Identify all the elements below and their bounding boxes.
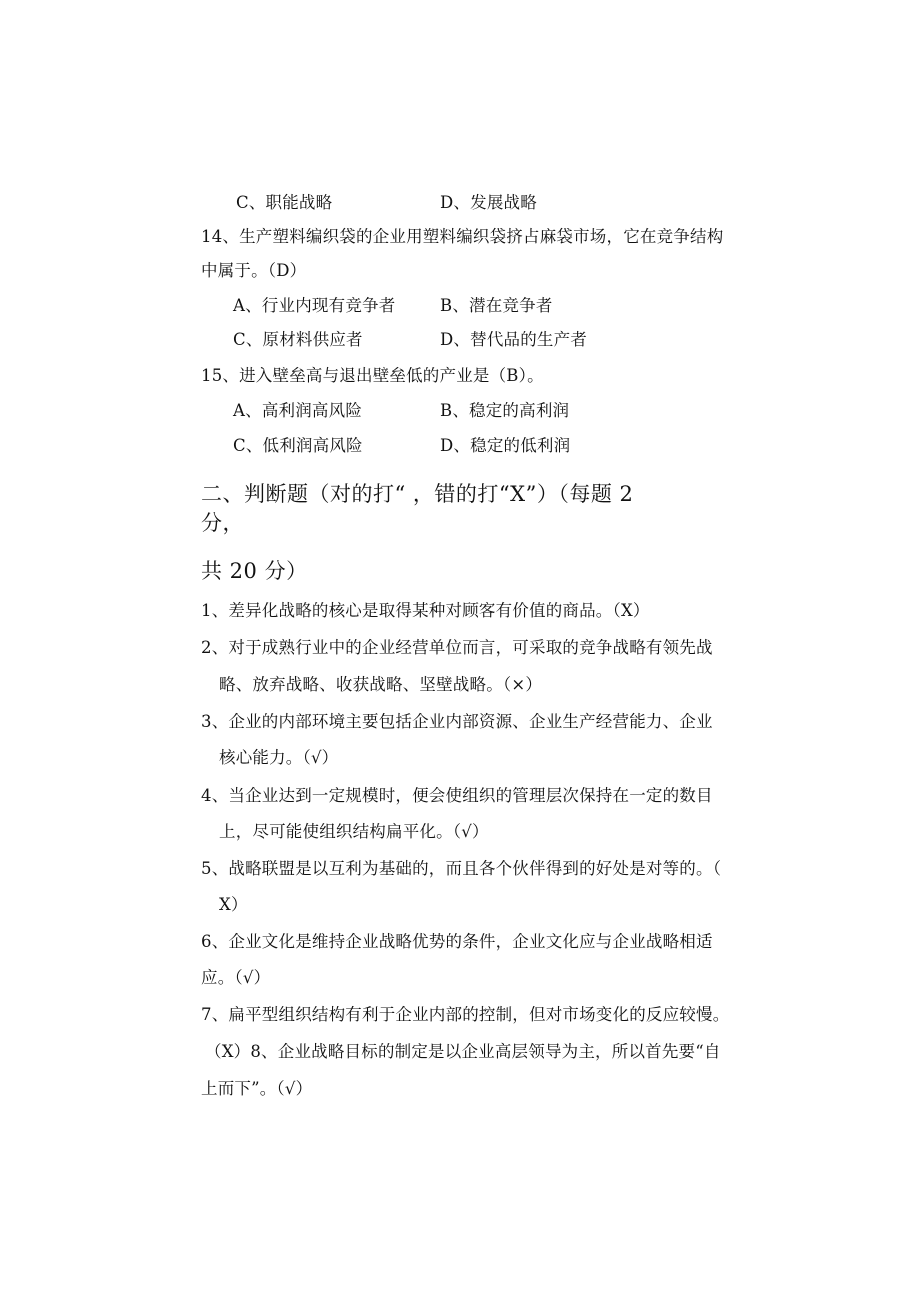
q14-stem-line1: 14、生产塑料编织袋的企业用塑料编织袋挤占麻袋市场，它在竞争结构 bbox=[201, 227, 724, 246]
q15-option-b: B、稳定的高利润 bbox=[440, 401, 570, 420]
judgment-5-line1: 5、战略联盟是以互利为基础的，而且各个伙伴得到的好处是对等的。（ bbox=[201, 859, 722, 878]
judgment-7-line2: （X）8、企业战略目标的制定是以企业高层领导为主，所以首先要“自 bbox=[205, 1042, 721, 1061]
judgment-3-line2: 核心能力。（√） bbox=[219, 748, 339, 767]
q13-option-c: C、职能战略 bbox=[236, 193, 333, 212]
section2-title-line2: 分， bbox=[201, 511, 244, 535]
judgment-6-line1: 6、企业文化是维持企业战略优势的条件，企业文化应与企业战略相适 bbox=[201, 932, 713, 951]
judgment-1-line1: 1、差异化战略的核心是取得某种对顾客有价值的商品。（X） bbox=[201, 601, 650, 620]
section2-title-line3: 共 20 分） bbox=[201, 559, 308, 583]
q15-option-c: C、低利润高风险 bbox=[233, 436, 363, 455]
judgment-7-line1: 7、扁平型组织结构有利于企业内部的控制，但对市场变化的反应较慢。 bbox=[201, 1005, 730, 1024]
section2-title-line1: 二、判断题（对的打“ ，错的打“X”）（每题 2 bbox=[201, 482, 634, 506]
judgment-2-line2: 略、放弃战略、收获战略、坚壁战略。（×） bbox=[219, 675, 543, 694]
judgment-5-line2: X） bbox=[219, 895, 248, 914]
q15-stem: 15、进入壁垒高与退出壁垒低的产业是（B）。 bbox=[201, 366, 544, 385]
q14-option-a: A、行业内现有竞争者 bbox=[233, 296, 396, 315]
judgment-4-line2: 上，尽可能使组织结构扁平化。（√） bbox=[219, 822, 489, 841]
q14-option-b: B、潜在竞争者 bbox=[440, 296, 553, 315]
judgment-6-line2: 应。（√） bbox=[201, 968, 271, 987]
q13-option-d: D、发展战略 bbox=[440, 193, 537, 212]
judgment-3-line1: 3、企业的内部环境主要包括企业内部资源、企业生产经营能力、企业 bbox=[201, 712, 713, 731]
q14-stem-line2: 中属于。（D） bbox=[201, 261, 307, 280]
judgment-4-line1: 4、当企业达到一定规模时，便会使组织的管理层次保持在一定的数目 bbox=[201, 786, 713, 805]
q14-option-d: D、替代品的生产者 bbox=[440, 330, 588, 349]
q15-option-a: A、高利润高风险 bbox=[233, 401, 363, 420]
q14-option-c: C、原材料供应者 bbox=[233, 330, 363, 349]
judgment-8-line3: 上而下”。（√） bbox=[201, 1079, 313, 1098]
q15-option-d: D、稳定的低利润 bbox=[440, 436, 571, 455]
judgment-2-line1: 2、对于成熟行业中的企业经营单位而言，可采取的竞争战略有领先战 bbox=[201, 638, 713, 657]
